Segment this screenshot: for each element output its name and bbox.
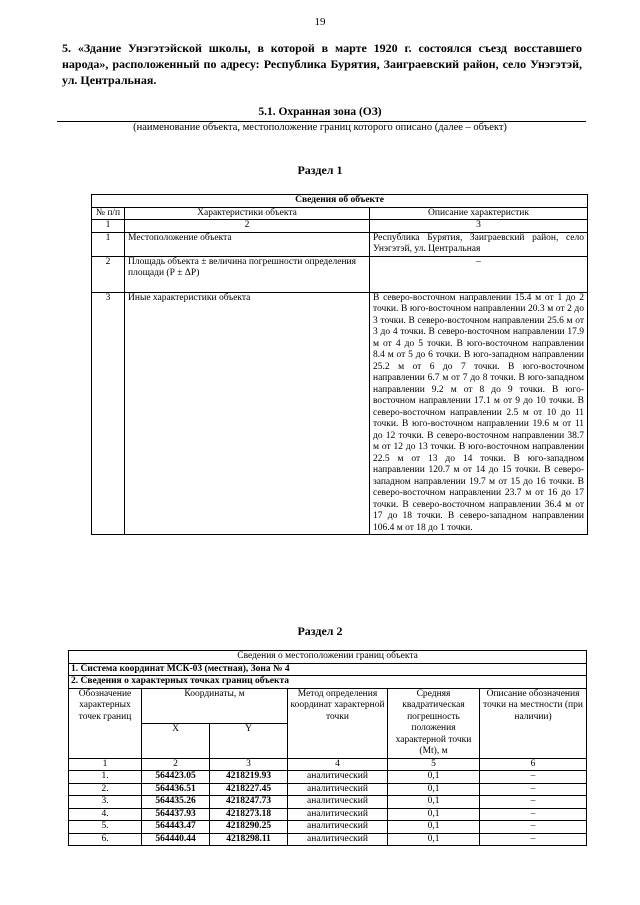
- method-cell: аналитический: [288, 796, 388, 809]
- points-subtitle: 2. Сведения о характерных точках границ объекта: [69, 676, 587, 689]
- point-cell: 3.: [69, 796, 142, 809]
- subtitle-row: [69, 676, 587, 689]
- object-info-table: [91, 194, 588, 535]
- characteristic-cell: Местоположение объекта: [125, 232, 370, 256]
- section2-title: Раздел 2: [297, 624, 343, 638]
- description-cell: В северо-восточном направлении 15.4 м от 1 до 2 точки. В юго-восточном направлении 20.3 м от 2 до 3 точки. В северо-восточном направлении 25.6 м от 3 до 4 точки. В северо-восточном направлении 17.9 м от 4 до 5 точки. В юго-восточном направлении 8.4 м от 5 до 6 точки. В юго-западном направлении 25.2 м от 6 до 7 точки. В юго-восточном направлении 6.7 м от 7 до 8 точки. В юго-западном направлении 9.2 м от 8 до 9 точки. В юго-восточном направлении 17.1 м от 9 до 10 точки. В северо-восточном направлении 2.5 м от 10 до 11 точки. В юго-восточном направлении 19.6 м от 11 до 12 точки. В северо-восточном направлении 38.7 м от 12 до 13 точки. В юго-восточном направлении 22.5 м от 13 до 14 точки. В юго-западном направлении 120.7 м от 14 до 15 точки. В северо-западном направлении 19.7 м от 15 до 16 точки. В северо-восточном направлении 23.7 м от 16 до 17 точки. В северо-восточном направлении 36.4 м от 17 до 18 точки. В северо-западном направлении 106.4 м от 18 до 1 точки.: [370, 292, 588, 535]
- zone-title: 5.1. Охранная зона (ОЗ): [258, 106, 382, 118]
- y-cell: 4218290.25: [210, 821, 288, 834]
- row-number: 3: [92, 292, 125, 535]
- y-cell: 4218273.18: [210, 808, 288, 821]
- accuracy-cell: 0,1: [388, 771, 480, 784]
- column-number: 2: [125, 220, 370, 233]
- table-row: [69, 821, 587, 834]
- description-cell: Республика Бурятия, Заиграевский район, село Унэгэтэй, ул. Центральная: [370, 232, 588, 256]
- point-cell: 2.: [69, 783, 142, 796]
- point-cell: 4.: [69, 808, 142, 821]
- table-row: [69, 833, 587, 846]
- column-number: 5: [388, 758, 480, 771]
- column-header-y: Y: [210, 723, 288, 758]
- method-cell: аналитический: [288, 783, 388, 796]
- column-number-row: [69, 758, 587, 771]
- table-row: [69, 796, 587, 809]
- column-header-description: Описание обозначения точки на местности (при наличии): [480, 688, 587, 758]
- point-cell: 1.: [69, 771, 142, 784]
- column-number-row: [92, 220, 588, 233]
- table-header-row: [69, 688, 587, 723]
- y-cell: 4218219.93: [210, 771, 288, 784]
- column-number: 3: [210, 758, 288, 771]
- table-row: [92, 256, 588, 292]
- document-heading: 5. «Здание Унэгэтэйской школы, в которой в марте 1920 г. состоялся съезд восставшего народа», расположенный по адресу: Республика Бурятия, Заиграевский район, село Унэгэтэй, ул. Центральная.: [62, 41, 582, 87]
- coordinate-system-row: [69, 663, 587, 676]
- point-cell: 6.: [69, 833, 142, 846]
- characteristic-cell: Иные характеристики объекта: [125, 292, 370, 535]
- accuracy-cell: 0,1: [388, 796, 480, 809]
- x-cell: 564436.51: [142, 783, 210, 796]
- column-number: 4: [288, 758, 388, 771]
- table-title-row: [69, 651, 587, 664]
- column-number: 1: [92, 220, 125, 233]
- point-description-cell: –: [480, 833, 587, 846]
- table-title: Сведения о местоположении границ объекта: [69, 651, 587, 664]
- row-number: 1: [92, 232, 125, 256]
- column-header: Характеристики объекта: [125, 207, 370, 220]
- table-title: Сведения об объекте: [92, 195, 588, 208]
- y-cell: 4218227.45: [210, 783, 288, 796]
- column-number: 6: [480, 758, 587, 771]
- column-header-method: Метод определения координат характерной точки: [288, 688, 388, 758]
- row-number: 2: [92, 256, 125, 292]
- section1-title: Раздел 1: [297, 163, 343, 177]
- coordinate-system: 1. Система координат МСК-03 (местная), Зона № 4: [69, 663, 587, 676]
- table-row: [69, 771, 587, 784]
- boundary-points-table: [68, 650, 587, 846]
- point-description-cell: –: [480, 808, 587, 821]
- x-cell: 564440.44: [142, 833, 210, 846]
- x-cell: 564423.05: [142, 771, 210, 784]
- table-row: [92, 232, 588, 256]
- table-row: [69, 783, 587, 796]
- accuracy-cell: 0,1: [388, 783, 480, 796]
- method-cell: аналитический: [288, 771, 388, 784]
- table-title-row: [92, 195, 588, 208]
- point-description-cell: –: [480, 783, 587, 796]
- y-cell: 4218298.11: [210, 833, 288, 846]
- point-description-cell: –: [480, 771, 587, 784]
- accuracy-cell: 0,1: [388, 808, 480, 821]
- column-number: 2: [142, 758, 210, 771]
- column-header: № п/п: [92, 207, 125, 220]
- accuracy-cell: 0,1: [388, 833, 480, 846]
- table-header-row: [92, 207, 588, 220]
- method-cell: аналитический: [288, 808, 388, 821]
- column-header-accuracy: Средняя квадратическая погрешность положения характерной точки (Мt), м: [388, 688, 480, 758]
- zone-note: (наименование объекта, местоположение границ которого описано (далее – объект): [133, 122, 507, 133]
- method-cell: аналитический: [288, 821, 388, 834]
- method-cell: аналитический: [288, 833, 388, 846]
- description-cell: –: [370, 256, 588, 292]
- accuracy-cell: 0,1: [388, 821, 480, 834]
- x-cell: 564435.26: [142, 796, 210, 809]
- y-cell: 4218247.73: [210, 796, 288, 809]
- column-header-coordinates: Координаты, м: [142, 688, 288, 723]
- table-row: [92, 292, 588, 535]
- point-cell: 5.: [69, 821, 142, 834]
- table-row: [69, 808, 587, 821]
- column-header-designation: Обозначение характерных точек границ: [69, 688, 142, 758]
- column-header: Описание характеристик: [370, 207, 588, 220]
- x-cell: 564437.93: [142, 808, 210, 821]
- characteristic-cell: Площадь объекта ± величина погрешности определения площади (Р ± ΔР): [125, 256, 370, 292]
- page-number: 19: [314, 16, 326, 28]
- point-description-cell: –: [480, 796, 587, 809]
- column-header-x: X: [142, 723, 210, 758]
- column-number: 1: [69, 758, 142, 771]
- column-number: 3: [370, 220, 588, 233]
- x-cell: 564443.47: [142, 821, 210, 834]
- point-description-cell: –: [480, 821, 587, 834]
